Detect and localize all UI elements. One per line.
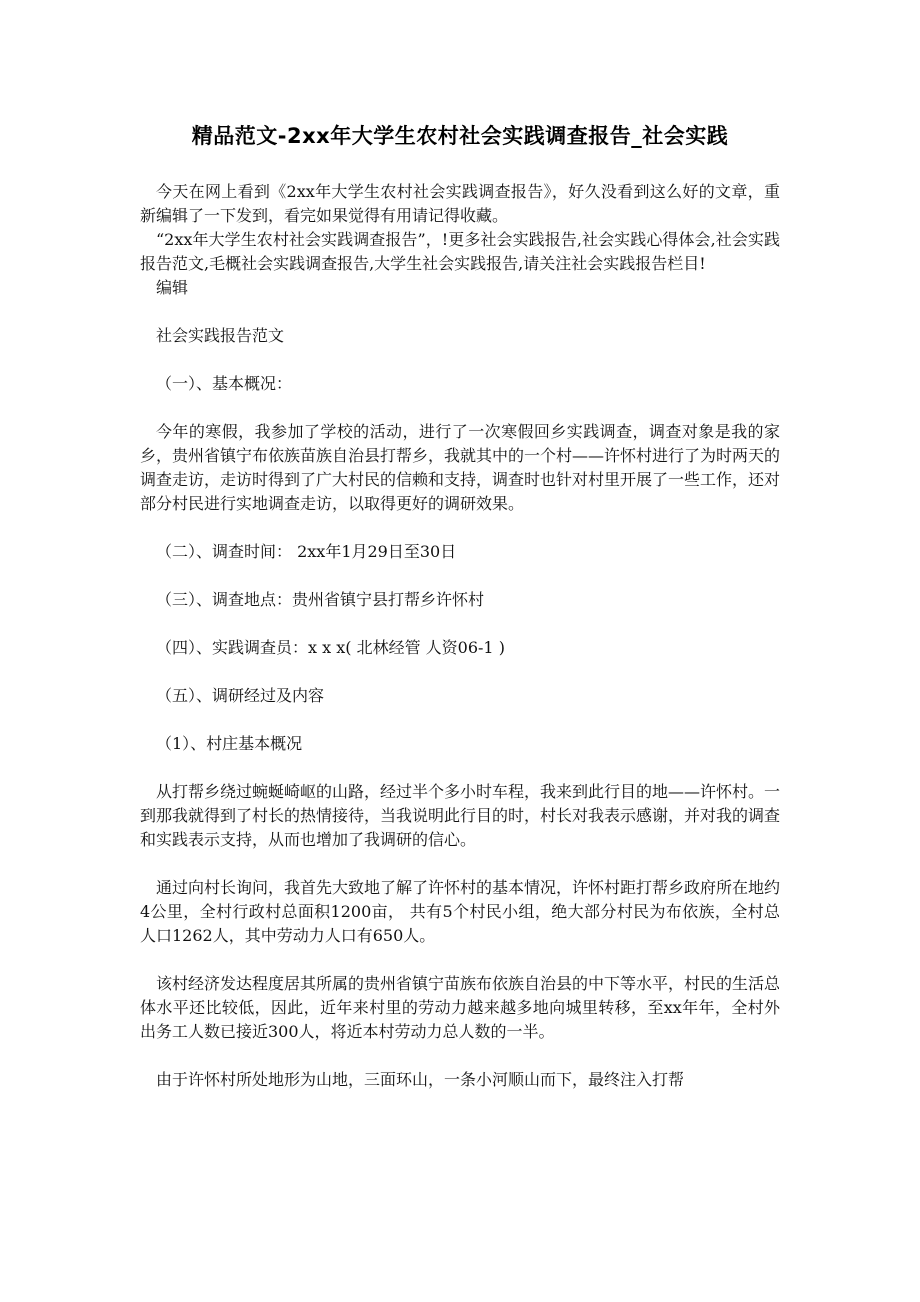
paragraph-economy: 该村经济发达程度居其所属的贵州省镇宁苗族布依族自治县的中下等水平，村民的生活总体水平还比较低，因此，近年来村里的劳动力越来越多地向城里转移，至xx年年，全村外出务工人数已接近300人，将近本村劳动力总人数的一半。 [140, 974, 781, 1041]
item-survey-location: （三）、调查地点：贵州省镇宁县打帮乡许怀村 [156, 590, 485, 609]
section-heading-overview: （一）、基本概况： [156, 374, 293, 393]
paragraph-promo: “2xx年大学生农村社会实践调查报告”，!更多社会实践报告,社会实践心得体会,社会实践报告范文,毛概社会实践调查报告,大学生社会实践报告,请关注社会实践报告栏目! [140, 230, 780, 273]
document-title: 精品范文-2xx年大学生农村社会实践调查报告_社会实践 [191, 124, 729, 148]
section-heading-report: 社会实践报告范文 [156, 326, 285, 345]
paragraph-village-basics: 通过向村长询问，我首先大致地了解了许怀村的基本情况，许怀村距打帮乡政府所在地约4公里，全村行政村总面积1200亩， 共有5个村民小组，绝大部分村民为布依族，全村总人口1262人，其中劳动力人口有650人。 [140, 878, 781, 945]
paragraph-overview: 今年的寒假，我参加了学校的活动，进行了一次寒假回乡实践调查，调查对象是我的家乡，贵州省镇宁布依族苗族自治县打帮乡，我就其中的一个村——许怀村进行了为时两天的调查走访，走访时得到了广大村民的信赖和支持，调查时也针对村里开展了一些工作，还对部分村民进行实地调查走访，以取得更好的调研效果。 [140, 422, 781, 513]
subheading-village-overview: （1）、村庄基本概况 [156, 734, 303, 753]
document-body [140, 180, 780, 1092]
paragraph-intro: 今天在网上看到《2xx年大学生农村社会实践调查报告》，好久没看到这么好的文章，重新编辑了一下发到，看完如果觉得有用请记得收藏。 [140, 182, 780, 225]
paragraph-terrain: 由于许怀村所处地形为山地，三面环山，一条小河顺山而下，最终注入打帮 [156, 1070, 685, 1089]
paragraph-edit: 编辑 [156, 278, 189, 297]
item-research-process: （五）、调研经过及内容 [156, 686, 325, 705]
item-survey-time: （二）、调查时间： 2xx年1月29日至30日 [156, 542, 457, 561]
item-surveyor: （四）、实践调查员：x x x( 北林经管 人资06-1 ) [156, 638, 505, 657]
paragraph-arrival: 从打帮乡绕过蜿蜒崎岖的山路，经过半个多小时车程，我来到此行目的地——许怀村。一到那我就得到了村长的热情接待，当我说明此行目的时，村长对我表示感谢，并对我的调查和实践表示支持，从而也增加了我调研的信心。 [140, 782, 781, 849]
